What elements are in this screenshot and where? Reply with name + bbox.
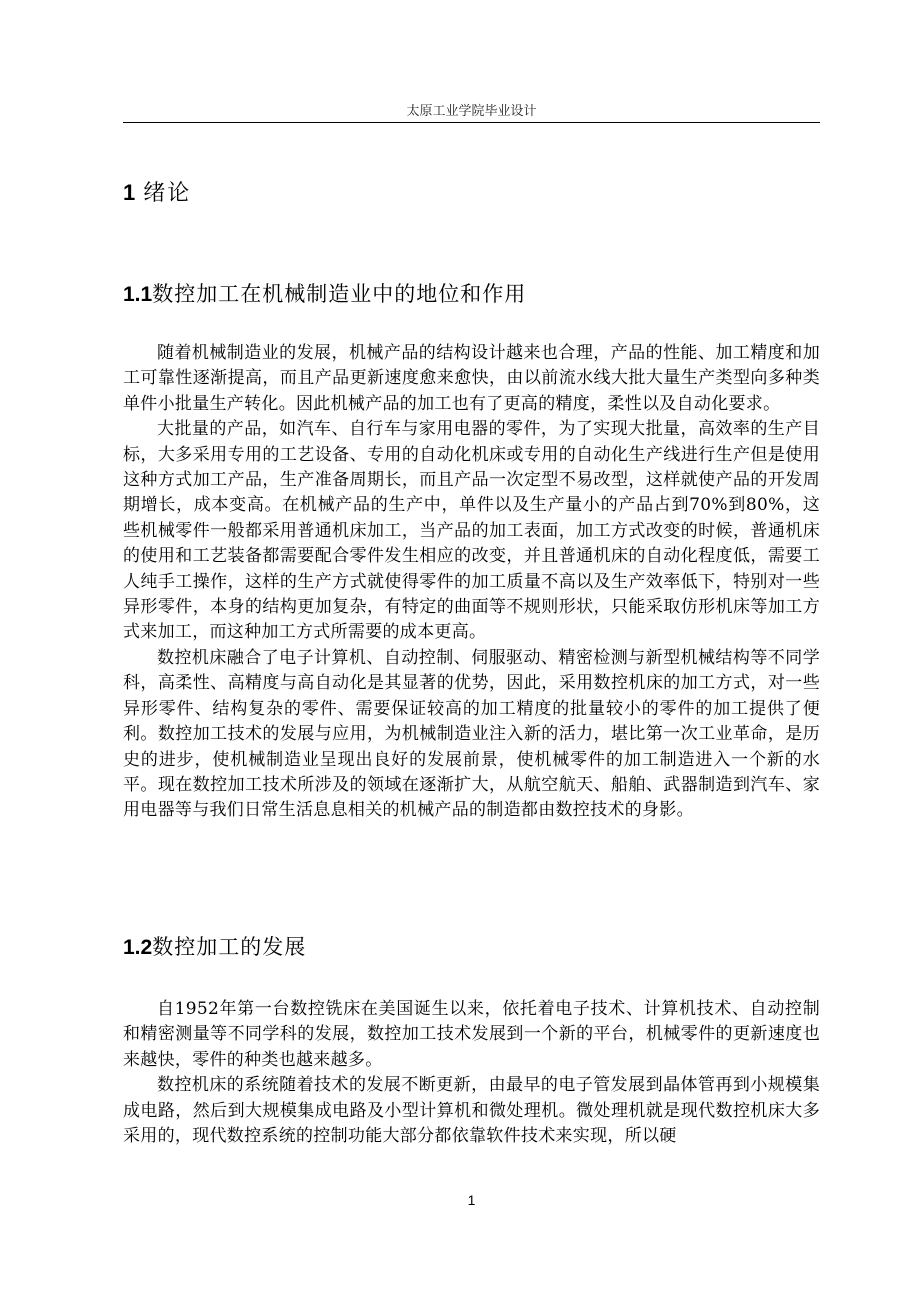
body-paragraph: 数控机床的系统随着技术的发展不断更新，由最早的电子管发展到晶体管再到小规模集成电路，然后到大规模集成电路及小型计算机和微处理机。微处理机就是现代数控机床大多采用的，现代数控系统的控制功能大部分都依靠软件技术来实现，所以硬 — [123, 1075, 820, 1147]
section-title: 数控加工的发展 — [152, 935, 307, 959]
body-paragraph: 大批量的产品，如汽车、自行车与家用电器的零件，为了实现大批量，高效率的生产目标，大多采用专用的工艺设备、专用的自动化机床或专用的自动化生产线进行生产但是使用这种方式加工产品，生产准备周期长，而且产品一次定型不易改型，这样就使产品的开发周期增长，成本变高。在机械产品的生产中，单件以及生产量小的产品占到70%到80%，这些机械零件一般都采用普通机床加工，当产品的加工表面，加工方式改变的时候，普通机床的使用和工艺装备都需要配合零件发生相应的改变，并且普通机床的自动化程度低，需要工人纯手工操作，这样的生产方式就使得零件的加工质量不高以及生产效率低下，特别对一些异形零件，本身的结构更加复杂，有特定的曲面等不规则形状，只能采取仿形机床等加工方式来加工，而这种加工方式所需要的成本更高。 — [123, 419, 820, 643]
body-paragraph: 随着机械制造业的发展，机械产品的结构设计越来也合理，产品的性能、加工精度和加工可靠性逐渐提高，而且产品更新速度愈来愈快，由以前流水线大批大量生产类型向多种类单件小批量生产转化。因此机械产品的加工也有了更高的精度，柔性以及自动化要求。 — [123, 343, 820, 414]
section-heading-1-2 — [123, 932, 306, 963]
chapter-title: 绪论 — [143, 181, 192, 206]
section-body-1-2 — [123, 997, 820, 1149]
section-body-1-1 — [123, 341, 820, 824]
chapter-number: 1 — [123, 180, 136, 205]
section-heading-1-1 — [123, 279, 526, 310]
chapter-heading — [123, 178, 191, 209]
page-number: 1 — [467, 1192, 476, 1208]
body-paragraph: 自1952年第一台数控铣床在美国诞生以来，依托着电子技术、计算机技术、自动控制和精密测量等不同学科的发展，数控加工技术发展到一个新的平台，机械零件的更新速度也来越快，零件的种类也越来越多。 — [123, 999, 820, 1070]
section-number: 1.2 — [123, 936, 153, 959]
section-number: 1.1 — [123, 283, 153, 306]
header-rule — [123, 122, 820, 123]
page-header: 太原工业学院毕业设计 — [406, 104, 537, 119]
section-title: 数控加工在机械制造业中的地位和作用 — [152, 282, 527, 306]
body-paragraph: 数控机床融合了电子计算机、自动控制、伺服驱动、精密检测与新型机械结构等不同学科，高柔性、高精度与高自动化是其显著的优势，因此，采用数控机床的加工方式，对一些异形零件、结构复杂的零件、需要保证较高的加工精度的批量较小的零件的加工提供了便利。数控加工技术的发展与应用，为机械制造业注入新的活力，堪比第一次工业革命，是历史的进步，使机械制造业呈现出良好的发展前景，使机械零件的加工制造进入一个新的水平。现在数控加工技术所涉及的领域在逐渐扩大，从航空航天、船舶、武器制造到汽车、家用电器等与我们日常生活息息相关的机械产品的制造都由数控技术的身影。 — [123, 647, 820, 821]
